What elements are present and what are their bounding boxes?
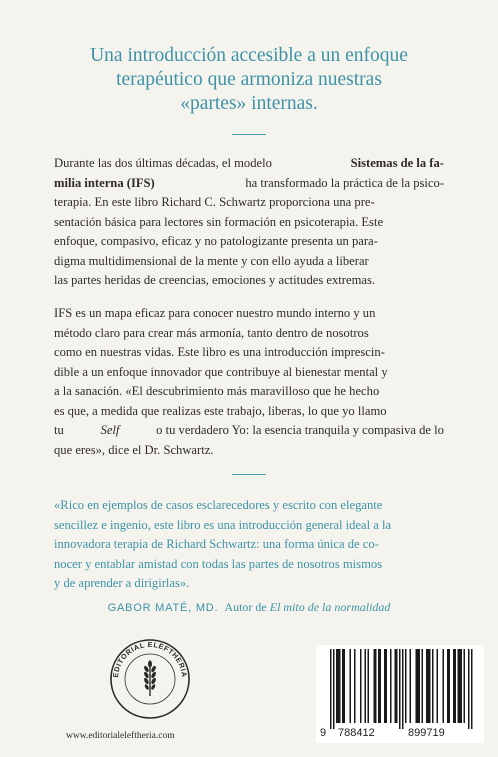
endorsement-quote: [54, 496, 444, 594]
text-line: que eres», dice el Dr. Schwartz.: [54, 442, 214, 457]
tagline-line: «partes» internas.: [180, 93, 318, 114]
paragraph-2: [54, 304, 444, 460]
barcode-bar: [471, 649, 473, 729]
barcode-bar: [360, 649, 362, 723]
text-line: [54, 252, 444, 272]
text-line: [54, 154, 444, 174]
barcode-bar: [344, 649, 346, 723]
barcode-bar: [396, 649, 398, 723]
wheat-icon: [143, 660, 157, 696]
barcode-bar: [405, 649, 407, 723]
barcode-bar: [459, 649, 461, 723]
text-segment: las partes heridas de creencias, emociones y actitudes extremas.: [54, 273, 376, 287]
barcode-bar: [380, 649, 382, 723]
quote-line: «Rico en ejemplos de casos esclarecedores y escrito con elegante: [54, 498, 383, 512]
text-line: [54, 421, 444, 441]
barcode-bar: [422, 649, 424, 723]
author-name: GABOR MATÉ, MD.: [107, 602, 219, 614]
barcode-bar: [443, 649, 445, 723]
divider-rule: [232, 134, 266, 135]
isbn-barcode: [316, 645, 484, 743]
tagline-line: Una introducción accesible a un enfoque: [90, 45, 408, 66]
barcode-bar: [402, 649, 404, 729]
barcode-bar: [461, 649, 463, 723]
text-segment: o tu verdadero Yo: la esencia tranquila y compasiva de lo: [153, 423, 444, 437]
barcode-bar: [437, 649, 439, 723]
barcode-bars: [316, 645, 484, 729]
barcode-bar: [338, 649, 340, 723]
tagline-line: terapéutico que armoniza nuestras: [116, 69, 382, 90]
text-segment: sentación básica para lectores sin formación en psicoterapia. Este: [54, 214, 384, 229]
bold-term: Sistemas de la fa-: [350, 156, 444, 170]
paragraph-1: [54, 154, 444, 291]
author-prefix: Autor de: [224, 600, 270, 614]
quote-attribution: [54, 600, 444, 615]
isbn-digit-group: 788412: [338, 727, 375, 739]
quote-line: sencillez e ingenio, este libro es una introducción general ideal a la: [54, 517, 392, 532]
barcode-bar: [429, 649, 431, 723]
barcode-bar: [447, 649, 449, 723]
barcode-bar: [375, 649, 377, 723]
isbn-digit-group: 9: [320, 727, 327, 739]
text-line: [54, 213, 444, 233]
text-line: a la sanación. «El descubrimiento más maravilloso que he hecho: [54, 384, 380, 398]
barcode-bar: [399, 649, 401, 729]
italic-term: Self: [100, 423, 120, 437]
quote-line: nocer y entablar amistad con todas las partes de nosotros mismos: [54, 556, 383, 571]
text-line: [54, 271, 444, 291]
text-segment: enfoque, compasivo, eficaz y no patologizante presenta un para-: [54, 234, 378, 248]
barcode-bar: [428, 649, 430, 723]
quote-line: innovadora terapia de Richard Schwartz: una forma única de co-: [54, 537, 379, 551]
author-work: El mito de la normalidad: [269, 600, 391, 614]
barcode-bar: [354, 649, 356, 723]
text-line: [54, 174, 444, 194]
divider-rule: [232, 474, 266, 475]
barcode-bar: [417, 649, 419, 723]
barcode-bar: [416, 649, 418, 723]
logo-text: EDITORIAL ELEFTHERIA: [110, 639, 190, 678]
publisher-website: www.editorialeleftheria.com: [66, 731, 175, 741]
text-line: dible a un enfoque innovador que contribuye al bienestar mental y: [54, 364, 388, 379]
barcode-bar: [350, 649, 352, 723]
barcode-bar: [468, 649, 470, 729]
barcode-bar: [419, 649, 421, 723]
text-segment: tu: [54, 423, 67, 437]
publisher-logo: [109, 638, 191, 720]
bold-term: milia interna (IFS): [54, 175, 155, 190]
barcode-bar: [339, 649, 341, 723]
barcode-bar: [386, 649, 388, 723]
barcode-bar: [390, 649, 392, 723]
barcode-bar: [374, 649, 376, 723]
text-segment: ha transformado la práctica de la psico-: [242, 175, 444, 190]
barcode-bar: [464, 649, 466, 723]
isbn-digit-group: 899719: [408, 727, 445, 739]
text-segment: digma multidimensional de la mente y con ello ayuda a liberar: [54, 253, 369, 268]
barcode-bar: [453, 649, 455, 723]
barcode-bar: [365, 649, 367, 723]
text-line: como en nuestras vidas. Este libro es una introducción imprescin-: [54, 345, 385, 359]
quote-line: y de aprender a dirigirlas».: [54, 576, 190, 590]
barcode-bar: [395, 649, 397, 723]
barcode-bar: [426, 649, 428, 723]
text-line: [54, 193, 444, 213]
barcode-bar: [449, 649, 451, 723]
text-line: es que, a medida que realizas este trabajo, liberas, lo que yo llamo: [54, 403, 387, 418]
barcode-bar: [432, 649, 434, 723]
isbn-digits: [316, 727, 484, 741]
tagline: [40, 44, 458, 116]
barcode-bar: [378, 649, 380, 723]
text-line: [54, 232, 444, 252]
barcode-bar: [458, 649, 460, 723]
barcode-bar: [336, 649, 338, 723]
barcode-bar: [333, 649, 335, 729]
barcode-bar: [330, 649, 332, 729]
barcode-bar: [384, 649, 386, 723]
text-segment: Durante las dos últimas décadas, el modelo: [54, 156, 276, 170]
text-line: IFS es un mapa eficaz para conocer nuestro mundo interno y un: [54, 306, 376, 320]
text-line: método claro para crear más armonía, tanto dentro de nosotros: [54, 325, 369, 340]
barcode-bar: [410, 649, 412, 723]
barcode-bar: [342, 649, 344, 723]
text-segment: terapia. En este libro Richard C. Schwartz proporciona una pre-: [54, 195, 375, 209]
barcode-bar: [368, 649, 370, 723]
barcode-bar: [455, 649, 457, 723]
